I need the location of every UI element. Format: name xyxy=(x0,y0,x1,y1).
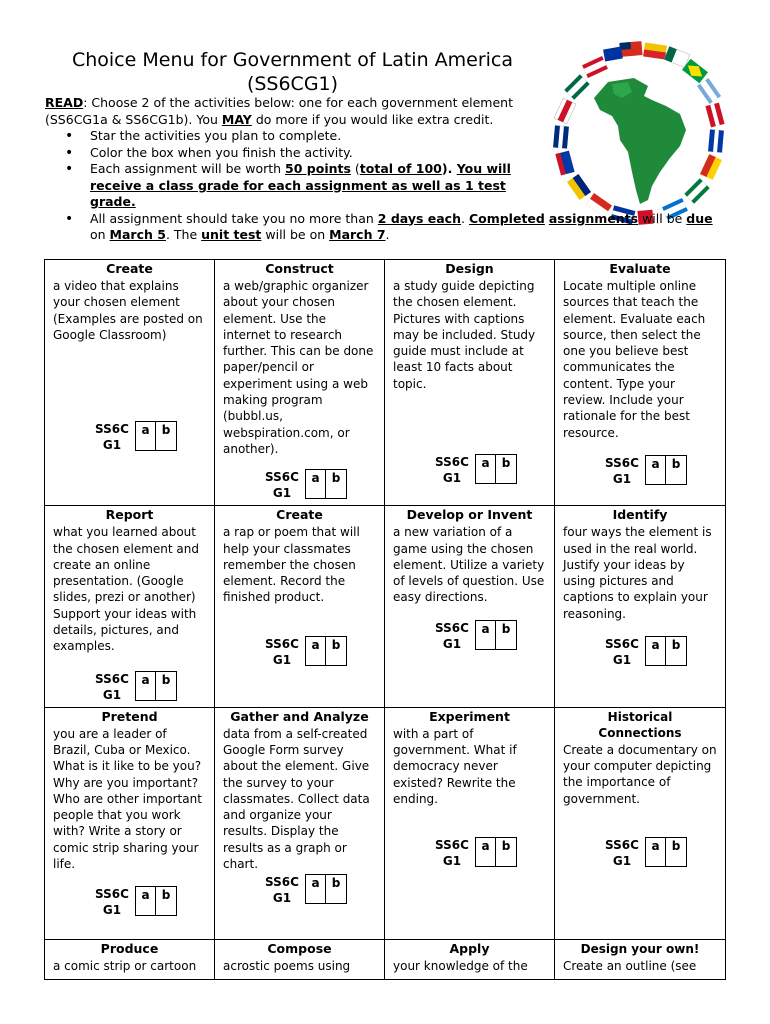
table-row xyxy=(45,939,726,979)
instructions xyxy=(45,95,715,244)
list-item: • Color the box when you finish the activity. xyxy=(65,145,715,162)
box-b[interactable]: b xyxy=(161,423,171,438)
choice-cell: Compose acrostic poems using xyxy=(215,939,385,979)
completion-boxes[interactable] xyxy=(475,620,517,650)
choice-cell: Develop or Invent a new variation of a game using the chosen element. Utilize a variety of levels of question. Use easy directions. SS6C G1 a b xyxy=(385,506,555,707)
standard-code: SS6C G1 a b xyxy=(601,837,717,869)
box-b[interactable]: b xyxy=(161,888,171,903)
instruction-list xyxy=(65,128,715,244)
box-a[interactable]: a xyxy=(646,838,666,866)
standard-code: SS6C G1 a b xyxy=(601,636,717,668)
box-a[interactable]: a xyxy=(646,456,666,484)
standard-code: SS6C G1 a b xyxy=(431,837,546,869)
table-row xyxy=(45,707,726,939)
completion-boxes[interactable] xyxy=(645,636,687,666)
choice-cell: Design a study guide depicting the chosen element. Pictures with captions may be included. Study guide must include at least 10 facts about topic. SS6C G1 a b xyxy=(385,260,555,506)
choice-cell: Report what you learned about the chosen element and create an online presentation. (Google slides, prezi or another) Support your ideas with details, pictures, and examples. SS6C G1 a b xyxy=(45,506,215,707)
box-a[interactable]: a xyxy=(136,422,156,450)
box-b[interactable]: b xyxy=(501,621,511,636)
box-b[interactable]: b xyxy=(501,456,511,471)
box-a[interactable]: a xyxy=(476,838,496,866)
completion-boxes[interactable] xyxy=(135,671,177,701)
choice-menu-grid xyxy=(44,259,726,980)
completion-boxes[interactable] xyxy=(305,469,347,499)
choice-cell: Evaluate Locate multiple online sources that teach the element. Evaluate each source, then select the one you believe best communicates the content. Type your review. Include your rationale for the best resource. SS6C G1 a b xyxy=(555,260,726,506)
choice-cell: Experiment with a part of government. What if democracy never existed? Rewrite the ending. SS6C G1 a b xyxy=(385,707,555,939)
box-b[interactable]: b xyxy=(331,471,341,486)
completion-boxes[interactable] xyxy=(135,886,177,916)
choice-cell: Historical Connections Create a documentary on your computer depicting the importance of government. SS6C G1 a b xyxy=(555,707,726,939)
completion-boxes[interactable] xyxy=(645,455,687,485)
list-item: • Star the activities you plan to complete. xyxy=(65,128,715,145)
box-a[interactable]: a xyxy=(306,875,326,903)
read-paragraph: READ: Choose 2 of the activities below: one for each government element (SS6CG1a & SS6CG1b). You MAY do more if you would like extra credit. xyxy=(45,95,513,127)
box-b[interactable]: b xyxy=(671,838,681,853)
choice-cell: Construct a web/graphic organizer about your chosen element. Use the internet to research further. This can be done paper/pencil or experiment using a web making program (bubbl.us, webspiration.com, or another). SS6C G1 a b xyxy=(215,260,385,506)
completion-boxes[interactable] xyxy=(645,837,687,867)
choice-cell: Produce a comic strip or cartoon xyxy=(45,939,215,979)
completion-boxes[interactable] xyxy=(475,837,517,867)
box-b[interactable]: b xyxy=(671,638,681,653)
choice-cell: Create a rap or poem that will help your classmates remember the chosen element. Record the finished product. SS6C G1 a b xyxy=(215,506,385,707)
choice-cell: Gather and Analyze data from a self-created Google Form survey about the element. Give the survey to your classmates. Collect data and organize your results. Display the results as a graph or chart. SS6C G1 a b xyxy=(215,707,385,939)
box-b[interactable]: b xyxy=(161,672,171,687)
page-title: Choice Menu for Government of Latin America (SS6CG1) xyxy=(71,49,514,95)
standard-code: SS6C G1 a b xyxy=(261,874,376,906)
list-item: • All assignment should take you no more than 2 days each. Completed assignments will be due on March 5. The unit test will be on March 7. xyxy=(65,211,725,244)
standard-code: SS6C G1 a b xyxy=(91,421,206,453)
choice-cell: Apply your knowledge of the xyxy=(385,939,555,979)
box-a[interactable]: a xyxy=(136,887,156,915)
box-a[interactable]: a xyxy=(646,637,666,665)
standard-code: SS6C G1 a b xyxy=(91,886,206,918)
completion-boxes[interactable] xyxy=(135,421,177,451)
table-row xyxy=(45,506,726,707)
standard-code: SS6C G1 a b xyxy=(261,469,376,501)
box-a[interactable]: a xyxy=(476,455,496,483)
box-b[interactable]: b xyxy=(331,637,341,652)
standard-code: SS6C G1 a b xyxy=(261,636,376,668)
choice-cell: Design your own! Create an outline (see xyxy=(555,939,726,979)
list-item: • Each assignment will be worth 50 points (total of 100). You will receive a class grade for each assignment as well as 1 test grade. xyxy=(65,161,555,211)
box-a[interactable]: a xyxy=(306,637,326,665)
table-row xyxy=(45,260,726,506)
standard-code: SS6C G1 a b xyxy=(601,455,717,487)
choice-cell: Pretend you are a leader of Brazil, Cuba or Mexico. What is it like to be you? Why are you important? Who are other important people that you work with? Write a story or comic strip sharing your life. SS6C G1 a b xyxy=(45,707,215,939)
box-b[interactable]: b xyxy=(671,456,681,471)
completion-boxes[interactable] xyxy=(305,636,347,666)
box-b[interactable]: b xyxy=(501,839,511,854)
choice-cell: Identify four ways the element is used in the real world. Justify your ideas by using pictures and captions to explain your reasoning. SS6C G1 a b xyxy=(555,506,726,707)
completion-boxes[interactable] xyxy=(475,454,517,484)
choice-cell: Create a video that explains your chosen element (Examples are posted on Google Classroom) SS6C G1 a b xyxy=(45,260,215,506)
standard-code: SS6C G1 a b xyxy=(91,671,206,703)
box-a[interactable]: a xyxy=(306,470,326,498)
standard-code: SS6C G1 a b xyxy=(431,620,546,652)
standard-code: SS6C G1 a b xyxy=(431,454,546,486)
box-b[interactable]: b xyxy=(331,876,341,891)
box-a[interactable]: a xyxy=(136,672,156,700)
box-a[interactable]: a xyxy=(476,621,496,649)
completion-boxes[interactable] xyxy=(305,874,347,904)
